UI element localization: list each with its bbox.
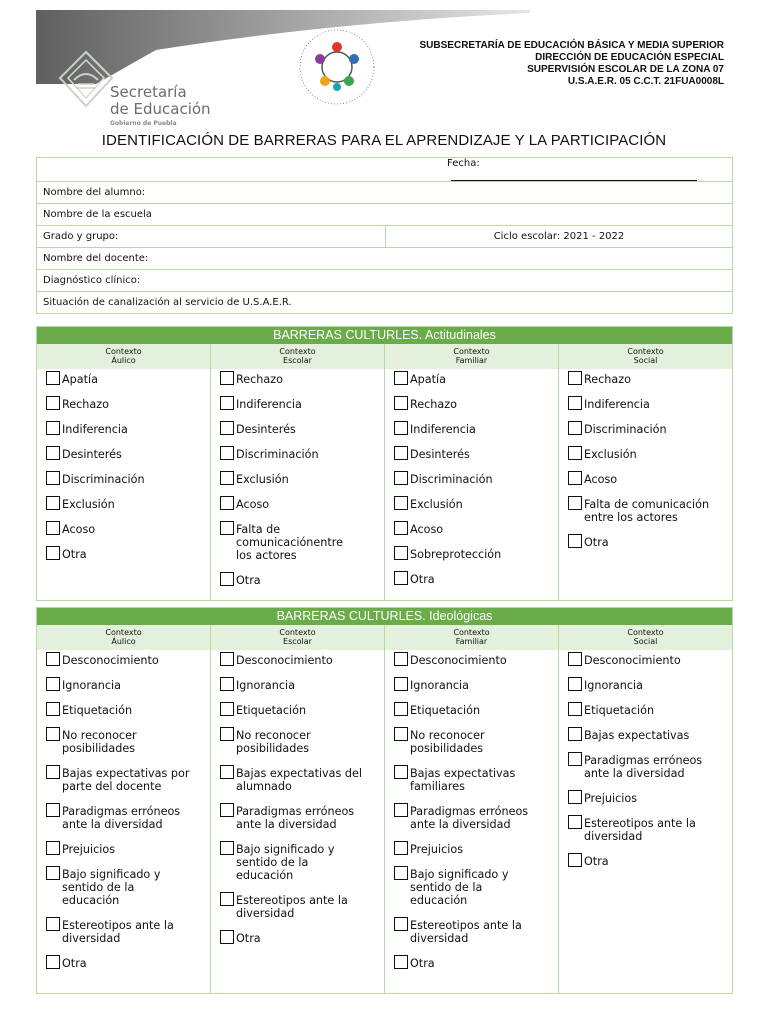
checkbox-label: Desinterés [236, 423, 296, 436]
checkbox-label: Otra [410, 957, 435, 970]
checkbox-label: Desinterés [62, 448, 122, 461]
options-grid [37, 650, 732, 993]
logo-line3: Gobierno de Puebla [110, 120, 177, 127]
checkbox-option[interactable] [220, 704, 380, 717]
checkbox-icon[interactable] [46, 496, 60, 510]
context-social: Contexto Social [627, 628, 664, 646]
checkbox-option[interactable] [220, 729, 380, 755]
docente-field[interactable]: Nombre del docente: [37, 248, 733, 270]
checkbox-option[interactable] [394, 843, 554, 856]
secretaria-logo-icon [58, 50, 114, 110]
options-column [211, 650, 385, 993]
checkbox-option[interactable] [568, 729, 728, 742]
checkbox-option[interactable] [46, 398, 206, 411]
checkbox-icon[interactable] [46, 652, 60, 666]
checkbox-icon[interactable] [46, 866, 60, 880]
checkbox-option[interactable] [568, 855, 728, 868]
checkbox-option[interactable] [394, 523, 554, 536]
checkbox-icon[interactable] [394, 917, 408, 931]
checkbox-icon[interactable] [394, 371, 408, 385]
checkbox-icon[interactable] [394, 571, 408, 585]
checkbox-label: Indiferencia [236, 398, 302, 411]
institution-line: U.S.A.E.R. 05 C.C.T. 21FUA0008L [567, 76, 724, 87]
checkbox-option[interactable] [394, 423, 554, 436]
checkbox-icon[interactable] [568, 677, 582, 691]
checkbox-option[interactable] [394, 868, 554, 907]
checkbox-icon[interactable] [568, 815, 582, 829]
checkbox-icon[interactable] [394, 496, 408, 510]
context-escolar: Contexto Escolar [211, 625, 385, 650]
context-header-row [37, 625, 732, 650]
checkbox-icon[interactable] [394, 652, 408, 666]
checkbox-icon[interactable] [46, 471, 60, 485]
checkbox-label: Paradigmas erróneos ante la diversidad [236, 805, 355, 831]
checkbox-option[interactable] [220, 423, 380, 436]
checkbox-option[interactable] [394, 919, 554, 945]
checkbox-icon[interactable] [46, 765, 60, 779]
checkbox-option[interactable] [394, 704, 554, 717]
checkbox-label: Estereotipos ante la diversidad [410, 919, 522, 945]
checkbox-label: Paradigmas erróneos ante la diversidad [62, 805, 181, 831]
checkbox-label: Acoso [236, 498, 270, 511]
checkbox-label: Paradigmas erróneos ante la diversidad [410, 805, 529, 831]
checkbox-option[interactable] [394, 548, 554, 561]
context-familiar: Contexto Familiar [385, 625, 559, 650]
checkbox-option[interactable] [220, 679, 380, 692]
checkbox-icon[interactable] [394, 546, 408, 560]
checkbox-label: Acoso [62, 523, 96, 536]
checkbox-label: Bajo significado y sentido de la educación [410, 868, 509, 907]
checkbox-option[interactable] [394, 805, 554, 831]
section-actitudinales [36, 326, 733, 601]
checkbox-option[interactable] [220, 654, 380, 667]
diagnostico-field[interactable]: Diagnóstico clínico: [37, 270, 733, 292]
checkbox-option[interactable] [220, 574, 380, 587]
options-column [37, 650, 211, 993]
checkbox-option[interactable] [568, 792, 728, 805]
checkbox-option[interactable] [220, 523, 380, 562]
institution-line: DIRECCIÓN DE EDUCACIÓN ESPECIAL [535, 52, 724, 63]
checkbox-option[interactable] [394, 473, 554, 486]
checkbox-option[interactable] [46, 729, 206, 755]
checkbox-icon[interactable] [568, 652, 582, 666]
checkbox-icon[interactable] [568, 421, 582, 435]
checkbox-option[interactable] [220, 448, 380, 461]
checkbox-icon[interactable] [220, 446, 234, 460]
checkbox-icon[interactable] [46, 446, 60, 460]
checkbox-label: Bajas expectativas del alumnado [236, 767, 363, 793]
options-column [559, 369, 732, 600]
checkbox-label: Bajo significado y sentido de la educación [236, 843, 335, 882]
checkbox-option[interactable] [46, 767, 206, 793]
checkbox-icon[interactable] [46, 677, 60, 691]
checkbox-option[interactable] [394, 767, 554, 793]
checkbox-option[interactable] [220, 498, 380, 511]
checkbox-icon[interactable] [220, 930, 234, 944]
checkbox-icon[interactable] [394, 803, 408, 817]
options-column [385, 369, 559, 600]
checkbox-option[interactable] [394, 729, 554, 755]
checkbox-icon[interactable] [568, 790, 582, 804]
checkbox-label: Rechazo [584, 373, 631, 386]
checkbox-label: Apatía [62, 373, 98, 386]
checkbox-label: Rechazo [236, 373, 283, 386]
checkbox-label: Falta de comunicaciónentre los actores [236, 523, 343, 562]
checkbox-option[interactable] [46, 423, 206, 436]
checkbox-label: Prejuicios [584, 792, 638, 805]
checkbox-option[interactable] [394, 573, 554, 586]
checkbox-option[interactable] [46, 868, 206, 907]
checkbox-label: Rechazo [62, 398, 109, 411]
checkbox-icon[interactable] [220, 371, 234, 385]
checkbox-option[interactable] [394, 679, 554, 692]
checkbox-option[interactable] [46, 523, 206, 536]
checkbox-label: Desconocimiento [410, 654, 507, 667]
secretaria-logo [110, 84, 211, 127]
document-title: IDENTIFICACIÓN DE BARRERAS PARA EL APRENDIZAJE Y LA PARTICIPACIÓN [101, 132, 667, 149]
checkbox-label: No reconocer posibilidades [62, 729, 137, 755]
checkbox-option[interactable] [394, 654, 554, 667]
checkbox-label: Estereotipos ante la diversidad [584, 817, 696, 843]
context-aulico: Contexto Áulico [37, 344, 211, 369]
checkbox-option[interactable] [568, 473, 728, 486]
checkbox-option[interactable] [220, 843, 380, 882]
institution-line: SUBSECRETARÍA DE EDUCACIÓN BÁSICA Y MEDIA SUPERIOR [419, 40, 724, 51]
checkbox-option[interactable] [394, 398, 554, 411]
checkbox-label: Otra [584, 855, 609, 868]
checkbox-icon[interactable] [568, 534, 582, 548]
checkbox-icon[interactable] [46, 803, 60, 817]
checkbox-option[interactable] [46, 919, 206, 945]
checkbox-label: Acoso [584, 473, 618, 486]
checkbox-icon[interactable] [568, 446, 582, 460]
checkbox-icon[interactable] [220, 521, 234, 535]
checkbox-option[interactable] [46, 679, 206, 692]
checkbox-label: Apatía [410, 373, 446, 386]
checkbox-option[interactable] [568, 536, 728, 549]
checkbox-label: Indiferencia [62, 423, 128, 436]
checkbox-icon[interactable] [46, 546, 60, 560]
checkbox-icon[interactable] [220, 396, 234, 410]
situacion-field[interactable]: Situación de canalización al servicio de U.S.A.E.R. [37, 292, 733, 314]
fecha-label: Fecha: [447, 158, 480, 169]
checkbox-option[interactable] [220, 932, 380, 945]
checkbox-option[interactable] [220, 767, 380, 793]
checkbox-label: Otra [584, 536, 609, 549]
checkbox-icon[interactable] [568, 853, 582, 867]
checkbox-icon[interactable] [568, 496, 582, 510]
context-escolar: Contexto Escolar [211, 344, 385, 369]
checkbox-icon[interactable] [394, 727, 408, 741]
checkbox-label: Rechazo [410, 398, 457, 411]
checkbox-option[interactable] [568, 448, 728, 461]
checkbox-label: Bajas expectativas por parte del docente [62, 767, 190, 793]
checkbox-option[interactable] [46, 654, 206, 667]
checkbox-option[interactable] [568, 654, 728, 667]
checkbox-option[interactable] [220, 894, 380, 920]
logo-line1: Secretaría [110, 83, 187, 101]
options-grid [37, 369, 732, 600]
checkbox-label: Exclusión [62, 498, 115, 511]
checkbox-icon[interactable] [220, 421, 234, 435]
checkbox-icon[interactable] [46, 727, 60, 741]
checkbox-option[interactable] [568, 679, 728, 692]
checkbox-label: Otra [410, 573, 435, 586]
checkbox-icon[interactable] [220, 765, 234, 779]
checkbox-icon[interactable] [46, 396, 60, 410]
checkbox-label: Bajas expectativas familiares [410, 767, 516, 793]
checkbox-icon[interactable] [220, 803, 234, 817]
checkbox-icon[interactable] [220, 727, 234, 741]
checkbox-label: Acoso [410, 523, 444, 536]
checkbox-label: Desconocimiento [62, 654, 159, 667]
checkbox-icon[interactable] [220, 652, 234, 666]
checkbox-label: Bajas expectativas [584, 729, 690, 742]
checkbox-icon[interactable] [220, 677, 234, 691]
fecha-cell[interactable] [37, 158, 733, 182]
checkbox-label: Ignorancia [410, 679, 469, 692]
checkbox-icon[interactable] [394, 677, 408, 691]
checkbox-icon[interactable] [568, 471, 582, 485]
checkbox-icon[interactable] [394, 866, 408, 880]
checkbox-label: Paradigmas erróneos ante la diversidad [584, 754, 703, 780]
checkbox-label: Discriminación [62, 473, 145, 486]
options-column [37, 369, 211, 600]
checkbox-option[interactable] [394, 448, 554, 461]
checkbox-label: No reconocer posibilidades [410, 729, 485, 755]
checkbox-option[interactable] [394, 498, 554, 511]
options-column [211, 369, 385, 600]
checkbox-label: Exclusión [236, 473, 289, 486]
checkbox-icon[interactable] [394, 765, 408, 779]
checkbox-option[interactable] [46, 498, 206, 511]
escuela-field[interactable]: Nombre de la escuela [37, 204, 733, 226]
section-ideologicas [36, 607, 733, 994]
logo-line2: de Educación [110, 100, 211, 118]
checkbox-label: Etiquetación [410, 704, 481, 717]
checkbox-icon[interactable] [394, 471, 408, 485]
section-title: BARRERAS CULTURLES. Ideológicas [37, 608, 732, 625]
checkbox-option[interactable] [46, 448, 206, 461]
checkbox-label: Etiquetación [236, 704, 307, 717]
checkbox-label: Discriminación [410, 473, 493, 486]
checkbox-label: Exclusión [584, 448, 637, 461]
checkbox-icon[interactable] [46, 955, 60, 969]
checkbox-option[interactable] [220, 473, 380, 486]
section-title: BARRERAS CULTURLES. Actitudinales [37, 327, 732, 344]
checkbox-option[interactable] [46, 805, 206, 831]
checkbox-icon[interactable] [394, 955, 408, 969]
checkbox-label: Indiferencia [410, 423, 476, 436]
checkbox-label: No reconocer posibilidades [236, 729, 311, 755]
checkbox-icon[interactable] [394, 396, 408, 410]
checkbox-option[interactable] [46, 548, 206, 561]
context-familiar: Contexto Familiar [385, 344, 559, 369]
checkbox-label: Ignorancia [236, 679, 295, 692]
checkbox-option[interactable] [220, 373, 380, 386]
checkbox-icon[interactable] [220, 841, 234, 855]
checkbox-option[interactable] [568, 423, 728, 436]
institution-line: SUPERVISIÓN ESCOLAR DE LA ZONA 07 [527, 64, 724, 75]
checkbox-label: Ignorancia [62, 679, 121, 692]
checkbox-label: Estereotipos ante la diversidad [236, 894, 348, 920]
checkbox-label: Otra [62, 548, 87, 561]
checkbox-icon[interactable] [220, 702, 234, 716]
checkbox-label: Etiquetación [584, 704, 655, 717]
checkbox-label: Desconocimiento [236, 654, 333, 667]
checkbox-option[interactable] [568, 817, 728, 843]
context-aulico: Contexto Áulico [37, 625, 211, 650]
checkbox-label: Exclusión [410, 498, 463, 511]
checkbox-label: Indiferencia [584, 398, 650, 411]
checkbox-icon[interactable] [568, 396, 582, 410]
checkbox-icon[interactable] [394, 702, 408, 716]
context-social: Contexto Social [627, 347, 664, 365]
options-column [559, 650, 732, 993]
checkbox-label: Sobreprotección [410, 548, 502, 561]
checkbox-label: Estereotipos ante la diversidad [62, 919, 174, 945]
checkbox-option[interactable] [46, 373, 206, 386]
checkbox-option[interactable] [46, 957, 206, 970]
checkbox-icon[interactable] [220, 572, 234, 586]
checkbox-option[interactable] [46, 843, 206, 856]
checkbox-option[interactable] [220, 805, 380, 831]
checkbox-icon[interactable] [46, 917, 60, 931]
checkbox-label: Prejuicios [410, 843, 464, 856]
checkbox-option[interactable] [46, 473, 206, 486]
institution-block [420, 40, 724, 88]
checkbox-option[interactable] [568, 373, 728, 386]
checkbox-icon[interactable] [394, 841, 408, 855]
checkbox-label: Ignorancia [584, 679, 643, 692]
checkbox-icon[interactable] [46, 371, 60, 385]
checkbox-label: Otra [236, 932, 261, 945]
student-info-table [36, 157, 733, 314]
checkbox-icon[interactable] [46, 702, 60, 716]
checkbox-option[interactable] [568, 398, 728, 411]
checkbox-label: Discriminación [236, 448, 319, 461]
checkbox-icon[interactable] [46, 841, 60, 855]
checkbox-option[interactable] [568, 498, 728, 524]
checkbox-icon[interactable] [568, 727, 582, 741]
checkbox-label: Otra [236, 574, 261, 587]
checkbox-option[interactable] [394, 957, 554, 970]
checkbox-option[interactable] [46, 704, 206, 717]
checkbox-label: Bajo significado y sentido de la educación [62, 868, 161, 907]
checkbox-label: Desinterés [410, 448, 470, 461]
checkbox-icon[interactable] [46, 421, 60, 435]
checkbox-option[interactable] [394, 373, 554, 386]
checkbox-option[interactable] [220, 398, 380, 411]
equality-emblem-icon [296, 26, 378, 108]
checkbox-label: Desconocimiento [584, 654, 681, 667]
grado-field[interactable]: Grado y grupo: [37, 226, 386, 248]
checkbox-label: Etiquetación [62, 704, 133, 717]
checkbox-icon[interactable] [568, 371, 582, 385]
checkbox-label: Otra [62, 957, 87, 970]
context-header-row [37, 344, 732, 369]
ciclo-field: Ciclo escolar: 2021 - 2022 [386, 226, 733, 248]
options-column [385, 650, 559, 993]
checkbox-option[interactable] [568, 754, 728, 780]
checkbox-icon[interactable] [220, 496, 234, 510]
checkbox-option[interactable] [568, 704, 728, 717]
checkbox-icon[interactable] [394, 446, 408, 460]
checkbox-label: Prejuicios [62, 843, 116, 856]
checkbox-icon[interactable] [394, 521, 408, 535]
checkbox-icon[interactable] [394, 421, 408, 435]
checkbox-icon[interactable] [568, 702, 582, 716]
checkbox-icon[interactable] [220, 892, 234, 906]
checkbox-label: Falta de comunicación entre los actores [584, 498, 710, 524]
alumno-field[interactable]: Nombre del alumno: [37, 182, 733, 204]
checkbox-icon[interactable] [220, 471, 234, 485]
checkbox-icon[interactable] [568, 752, 582, 766]
checkbox-label: Discriminación [584, 423, 667, 436]
fecha-line[interactable] [451, 169, 697, 181]
checkbox-icon[interactable] [46, 521, 60, 535]
